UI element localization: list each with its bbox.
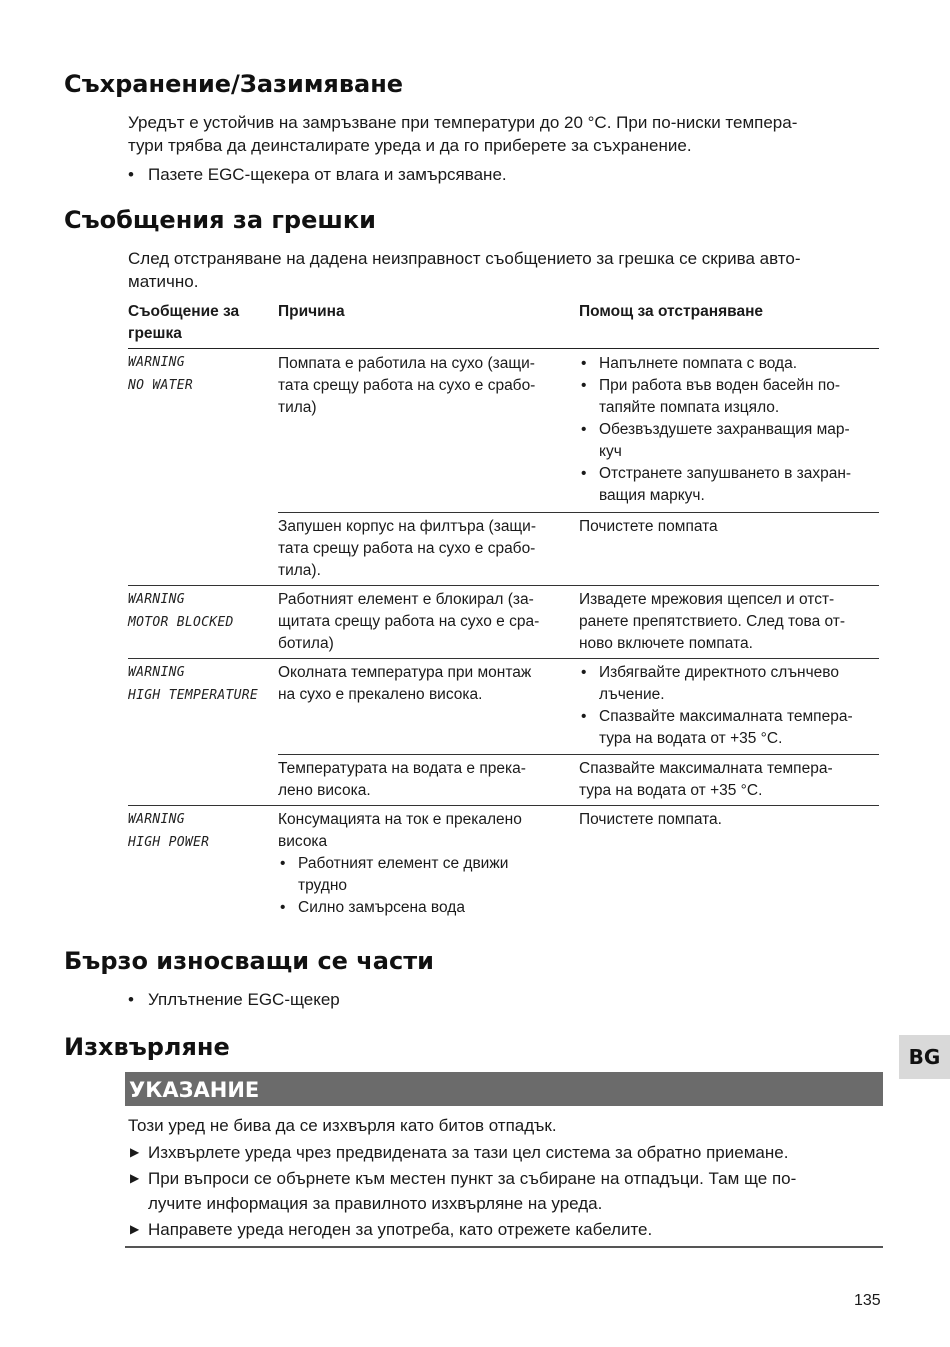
disposal-step-3 [128,1217,873,1242]
remedy-text: ващия маркуч. [599,487,705,504]
cause-line: щитата срещу работа на сухо е сра- [278,613,540,630]
list-item [579,375,879,419]
cause-text: Работният елемент се движи [298,855,509,872]
cause-line: тила) [278,399,317,416]
heading-error-messages: Съобщения за грешки [64,206,376,234]
table-header-message-line2: грешка [128,325,182,342]
storage-paragraph-line2: тури трябва да деинсталирате уреда и да го приберете за съхранение. [128,136,692,155]
cause-line: Температурата на водата е прека- [278,760,526,777]
remedy-list [579,353,879,507]
remedy-filter-clogged: Почистете помпата [579,518,718,535]
wear-bullet [128,988,868,1011]
heading-disposal: Изхвърляне [64,1033,230,1061]
cause-line: ботила) [278,635,334,652]
list-item [278,853,568,897]
error-code-line1: WARNING [128,665,185,680]
disposal-paragraph: Този уред не бива да се изхвърля като битов отпадък. [128,1116,557,1135]
cause-text: Силно замърсена вода [298,899,465,916]
bullet-icon: • [128,990,134,1009]
remedy-text: тапяйте помпата изцяло. [599,399,780,416]
error-code-line2: MOTOR BLOCKED [128,615,234,630]
errors-paragraph-line1: След отстраняване на дадена неизправност съобщението за грешка се скрива авто- [128,249,801,268]
row-divider [128,585,879,586]
error-code-line1: WARNING [128,592,185,607]
remedy-high-power: Почистете помпата. [579,811,722,828]
arrow-right-icon: ▶ [130,1222,140,1236]
error-code-no-water [128,351,193,397]
cause-ambient-temperature [278,662,568,706]
cause-line: тата срещу работа на сухо е срабо- [278,540,536,557]
storage-paragraph [128,111,878,157]
cause-line: Околната температура при монтаж [278,664,532,681]
table-header-rule [128,348,879,349]
cause-line: тила). [278,562,321,579]
remedy-line: ново включете помпата. [579,635,753,652]
storage-paragraph-line1: Уредът е устойчив на замръзване при температури до 20 °C. При по-ниски темпера- [128,113,798,132]
language-tab: BG [899,1035,950,1079]
error-code-line2: NO WATER [128,378,194,393]
error-code-motor-blocked [128,588,234,634]
bullet-icon: • [280,899,286,916]
errors-paragraph-line2: матично. [128,272,199,291]
error-code-line2: HIGH POWER [128,835,210,850]
remedy-line: ранете препятствието. След това от- [579,613,846,630]
cause-water-temperature [278,758,568,802]
heading-wear-parts: Бързо износващи се части [64,947,434,975]
arrow-right-icon: ▶ [130,1145,140,1159]
cause-line: Запушен корпус на филтъра (защи- [278,518,537,535]
remedy-text: При работа във воден басейн по- [599,377,841,394]
table-header-message [128,301,239,345]
cause-line: Помпата е работила на сухо (защи- [278,355,535,372]
bullet-icon: • [581,421,587,438]
table-header-remedy: Помощ за отстраняване [579,303,764,320]
row-divider [128,805,879,806]
cause-high-power [278,809,568,919]
remedy-text: Обезвъздушете захранващия мар- [599,421,850,438]
table-header-cause: Причина [278,303,345,320]
cause-dry-run [278,353,568,419]
error-code-line2: HIGH TEMPERATURE [128,688,259,703]
remedy-text: Напълнете помпата с вода. [599,355,798,372]
disposal-step-text: Направете уреда негоден за употреба, като отрежете кабелите. [148,1220,653,1239]
error-code-high-power [128,808,209,854]
remedy-text: Спазвайте максималната темпера- [599,708,853,725]
remedy-line: Спазвайте максималната темпера- [579,760,833,777]
table-header-message-line1: Съобщение за [128,303,240,320]
error-code-line1: WARNING [128,812,185,827]
disposal-step-1 [128,1140,873,1165]
list-item [579,463,879,507]
row-divider [278,754,879,755]
cause-motor-blocked [278,589,568,655]
arrow-right-icon: ▶ [130,1171,140,1185]
cause-line: висока [278,833,328,850]
disposal-step-text: лучите информация за правилното изхвърляне на уреда. [148,1194,603,1213]
section-end-rule [125,1246,883,1248]
remedy-text: лъчение. [599,686,665,703]
list-item [579,419,879,463]
storage-bullet [128,163,868,186]
list-item [579,706,879,750]
bullet-icon: • [581,355,587,372]
remedy-motor-blocked [579,589,879,655]
error-code-line1: WARNING [128,355,185,370]
remedy-line: Извадете мрежовия щепсел и отст- [579,591,835,608]
bullet-icon: • [581,664,587,681]
remedy-text: Отстранете запушването в захран- [599,465,852,482]
heading-storage: Съхранение/Зазимяване [64,70,404,98]
errors-paragraph [128,247,878,293]
remedy-line: тура на водата от +35 °C. [579,782,763,799]
remedy-text: куч [599,443,622,460]
disposal-step-text: Изхвърлете уреда чрез предвидената за тази цел система за обратно приемане. [148,1143,789,1162]
remedy-text: Избягвайте директното слънчево [599,664,839,681]
remedy-text: тура на водата от +35 °C. [599,730,783,747]
cause-line: Консумацията на ток е прекалено [278,811,522,828]
page-number: 135 [854,1292,881,1309]
cause-list [278,853,568,919]
cause-line: Работният елемент е блокирал (за- [278,591,534,608]
disposal-step-text: При въпроси се обърнете към местен пункт за събиране на отпадъци. Там ще по- [148,1169,797,1188]
bullet-icon: • [128,165,134,184]
remedy-dry-run [579,353,879,507]
bullet-icon: • [581,708,587,725]
row-divider [278,512,879,513]
row-divider [128,658,879,659]
cause-line: лено висока. [278,782,371,799]
remedy-water-temperature [579,758,879,802]
bullet-icon: • [280,855,286,872]
list-item [579,353,879,375]
remedy-list [579,662,879,750]
bullet-icon: • [581,377,587,394]
wear-bullet-text: Уплътнение EGC-щекер [148,990,340,1009]
cause-filter-clogged [278,516,568,582]
list-item [579,662,879,706]
storage-bullet-text: Пазете EGC-щекера от влага и замърсяване. [148,165,507,184]
error-code-high-temperature [128,661,258,707]
notice-banner: УКАЗАНИЕ [125,1072,883,1106]
bullet-icon: • [581,465,587,482]
list-item [278,897,568,919]
disposal-step-2 [128,1166,873,1216]
cause-line: тата срещу работа на сухо е срабо- [278,377,536,394]
cause-line: на сухо е прекалено висока. [278,686,483,703]
cause-text: трудно [298,877,348,894]
remedy-ambient-temperature [579,662,879,750]
